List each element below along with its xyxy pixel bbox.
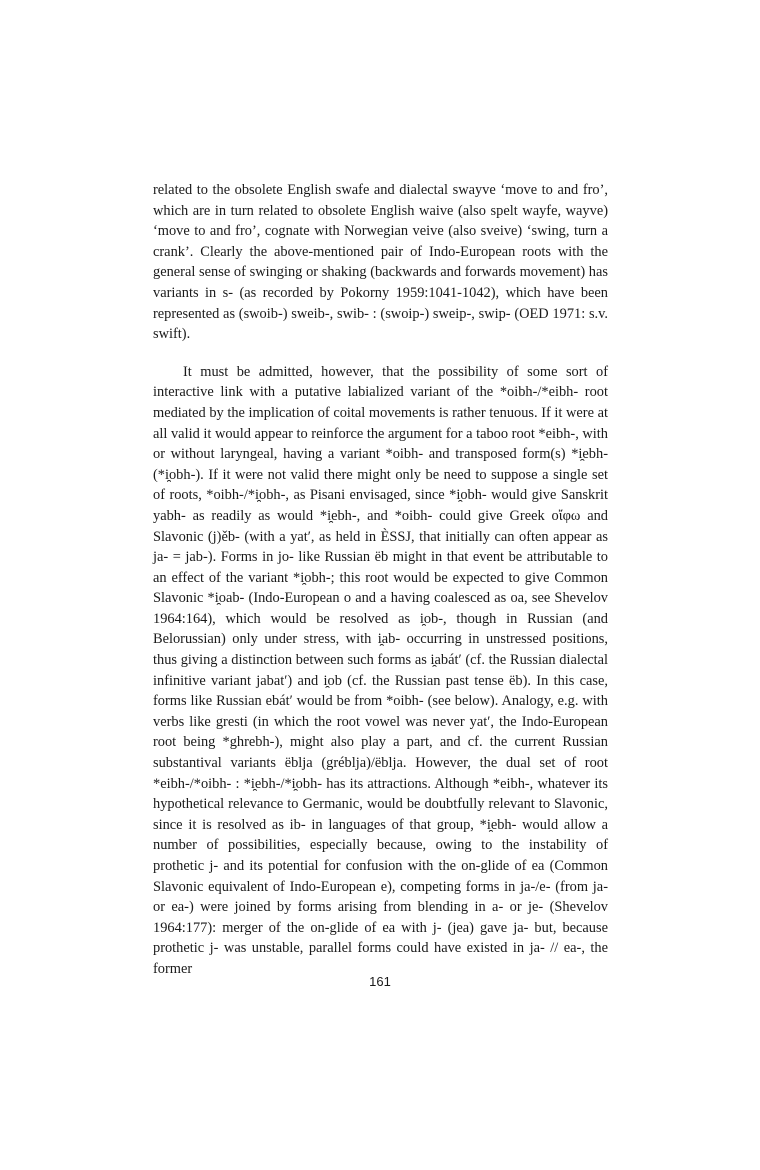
page-body xyxy=(153,180,608,980)
page-number: 161 xyxy=(369,974,391,989)
paragraph-1: related to the obsolete English swafe and dialectal swayve ‘move to and fro’, which are in turn related to obsolete English waive (also spelt wayfe, wayve) ‘move to and fro’, cognate with Norwegian veive (also sveive) ‘swing, turn a crank’. Clearly the above-mentioned pair of Indo-European roots with the general sense of swinging or shaking (backwards and forwards movement) has variants in s- (as recorded by Pokorny 1959:1041-1042), which have been represented as (swoib-) sweib-, swib- : (swoip-) sweip-, swip- (OED 1971: s.v. swift). xyxy=(153,182,608,343)
paragraph-2: It must be admitted, however, that the possibility of some sort of interactive link with a putative labialized variant of the *oibh-/*eibh- root mediated by the implication of coital movements is rather tenuous. If it were at all valid it would appear to reinforce the argument for a taboo root *eibh-, with or without laryngeal, having a variant *oibh- and transposed form(s) *i̯ebh- (*i̯obh-). If it were not valid there might only be need to suppose a single set of roots, *oibh-/*i̯obh-, as Pisani envisaged, since *i̯obh- would give Sanskrit yabh- as readily as would *i̯ebh-, and *oibh- could give Greek οἴφω and Slavonic (j)ěb- (with a yat′, as held in ÈSSJ, that initially can often appear as ja- = jab-). Forms in jo- like Russian ëb might in that event be attributable to an effect of the variant *i̯obh-; this root would be expected to give Common Slavonic *i̯oab- (Indo-European o and a having coalesced as oa, see Shevelov 1964:164), which would be resolved as i̯ob-, though in Russian (and Belorussian) only under stress, with i̯ab- occurring in unstressed positions, thus giving a distinction between such forms as i̯abát′ (cf. the Russian dialectal infinitive variant jabat′) and i̯ob (cf. the Russian past tense ëb). In this case, forms like Russian ebát′ would be from *oibh- (see below). Analogy, e.g. with verbs like gresti (in which the root vowel was never yat′, the Indo-European root being *ghrebh-), might also play a part, and cf. the current Russian substantival variants ëblja (gréblja)/ëblja. However, the dual set of root *eibh-/*oibh- : *i̯ebh-/*i̯obh- has its attractions. Although *eibh-, whatever its hypothetical relevance to Germanic, would be doubtfully relevant to Slavonic, since it is resolved as ib- in languages of that group, *i̯ebh- would allow a number of possibilities, especially because, owing to the instability of prothetic j- and its potential for confusion with the on-glide of ea (Common Slavonic equivalent of Indo-European e), competing forms in ja-/e- (from ja- or ea-) were joined by forms arising from blending in a- or je- (Shevelov 1964:177): merger of the on-glide of ea with j- (jea) gave ja- but, because prothetic j- was unstable, parallel forms could have existed in ja- // ea-, the former xyxy=(153,363,608,977)
